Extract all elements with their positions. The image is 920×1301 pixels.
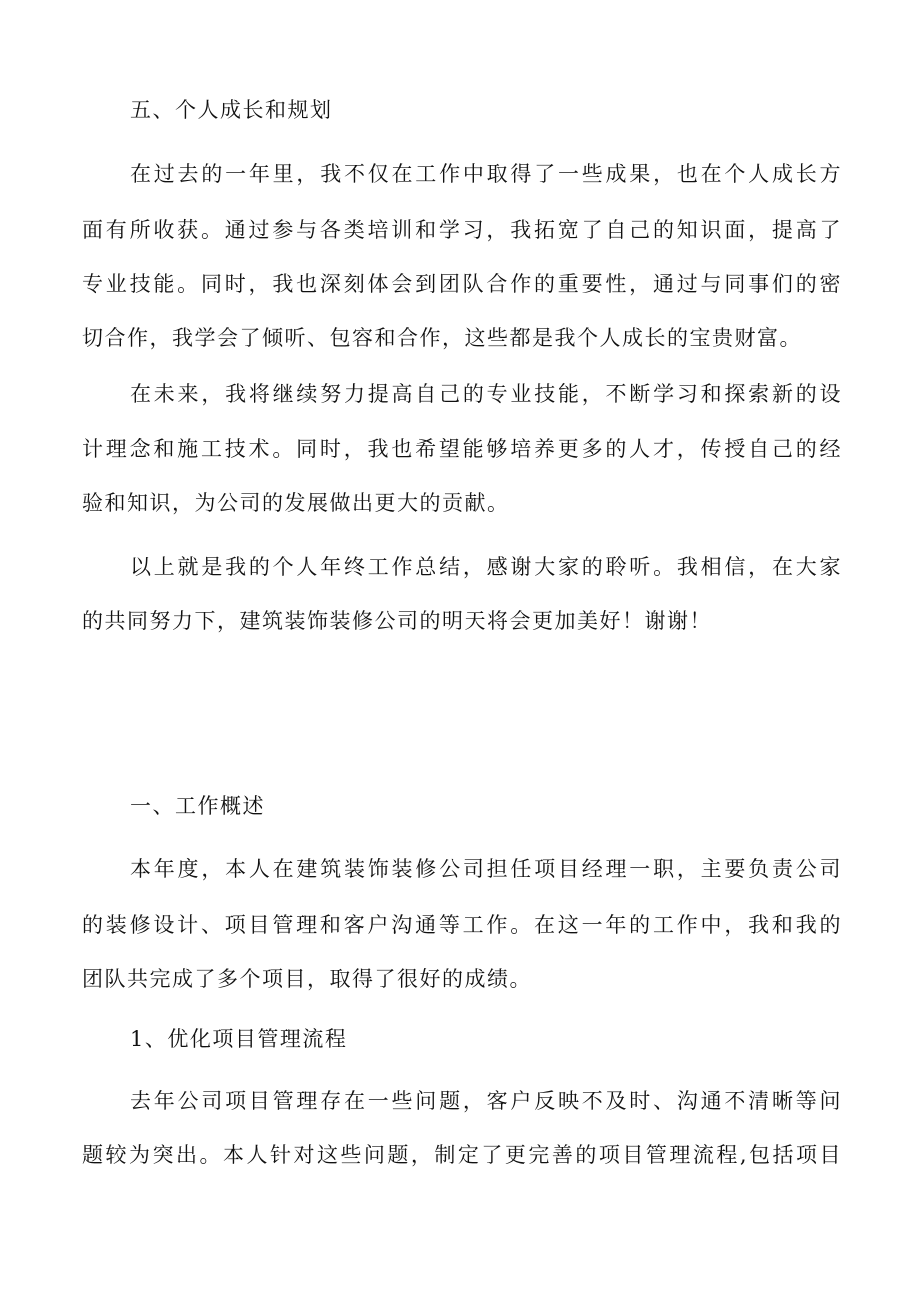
paragraph-line: 团队共完成了多个项目，取得了很好的成绩。 <box>82 967 532 991</box>
paragraph-line: 在未来，我将继续努力提高自己的专业技能，不断学习和探索新的设 <box>130 382 842 406</box>
section-heading-personal-growth: 五、个人成长和规划 <box>130 98 333 122</box>
subheading-optimize-project-process: 1、优化项目管理流程 <box>130 1027 348 1051</box>
paragraph-line: 去年公司项目管理存在一些问题，客户反映不及时、沟通不清晰等问 <box>130 1089 842 1113</box>
paragraph-line: 切合作，我学会了倾听、包容和合作，这些都是我个人成长的宝贵财富。 <box>82 326 802 350</box>
paragraph-line: 计理念和施工技术。同时，我也希望能够培养更多的人才，传授自己的经 <box>82 437 842 461</box>
paragraph-line: 的共同努力下，建筑装饰装修公司的明天将会更加美好！谢谢！ <box>82 609 712 633</box>
paragraph-line: 的装修设计、项目管理和客户沟通等工作。在这一年的工作中，我和我的 <box>82 913 842 937</box>
paragraph-line: 以上就是我的个人年终工作总结，感谢大家的聆听。我相信，在大家 <box>130 555 842 579</box>
paragraph-line: 面有所收获。通过参与各类培训和学习，我拓宽了自己的知识面，提高了 <box>82 218 842 242</box>
paragraph-line: 本年度，本人在建筑装饰装修公司担任项目经理一职，主要负责公司 <box>130 857 842 881</box>
paragraph-line: 在过去的一年里，我不仅在工作中取得了一些成果，也在个人成长方 <box>130 162 842 186</box>
paragraph-line: 题较为突出。本人针对这些问题，制定了更完善的项目管理流程,包括项目 <box>82 1143 842 1167</box>
paragraph-line: 专业技能。同时，我也深刻体会到团队合作的重要性，通过与同事们的密 <box>82 272 842 296</box>
section-heading-work-overview: 一、工作概述 <box>130 794 265 818</box>
paragraph-line: 验和知识，为公司的发展做出更大的贡献。 <box>82 491 510 515</box>
